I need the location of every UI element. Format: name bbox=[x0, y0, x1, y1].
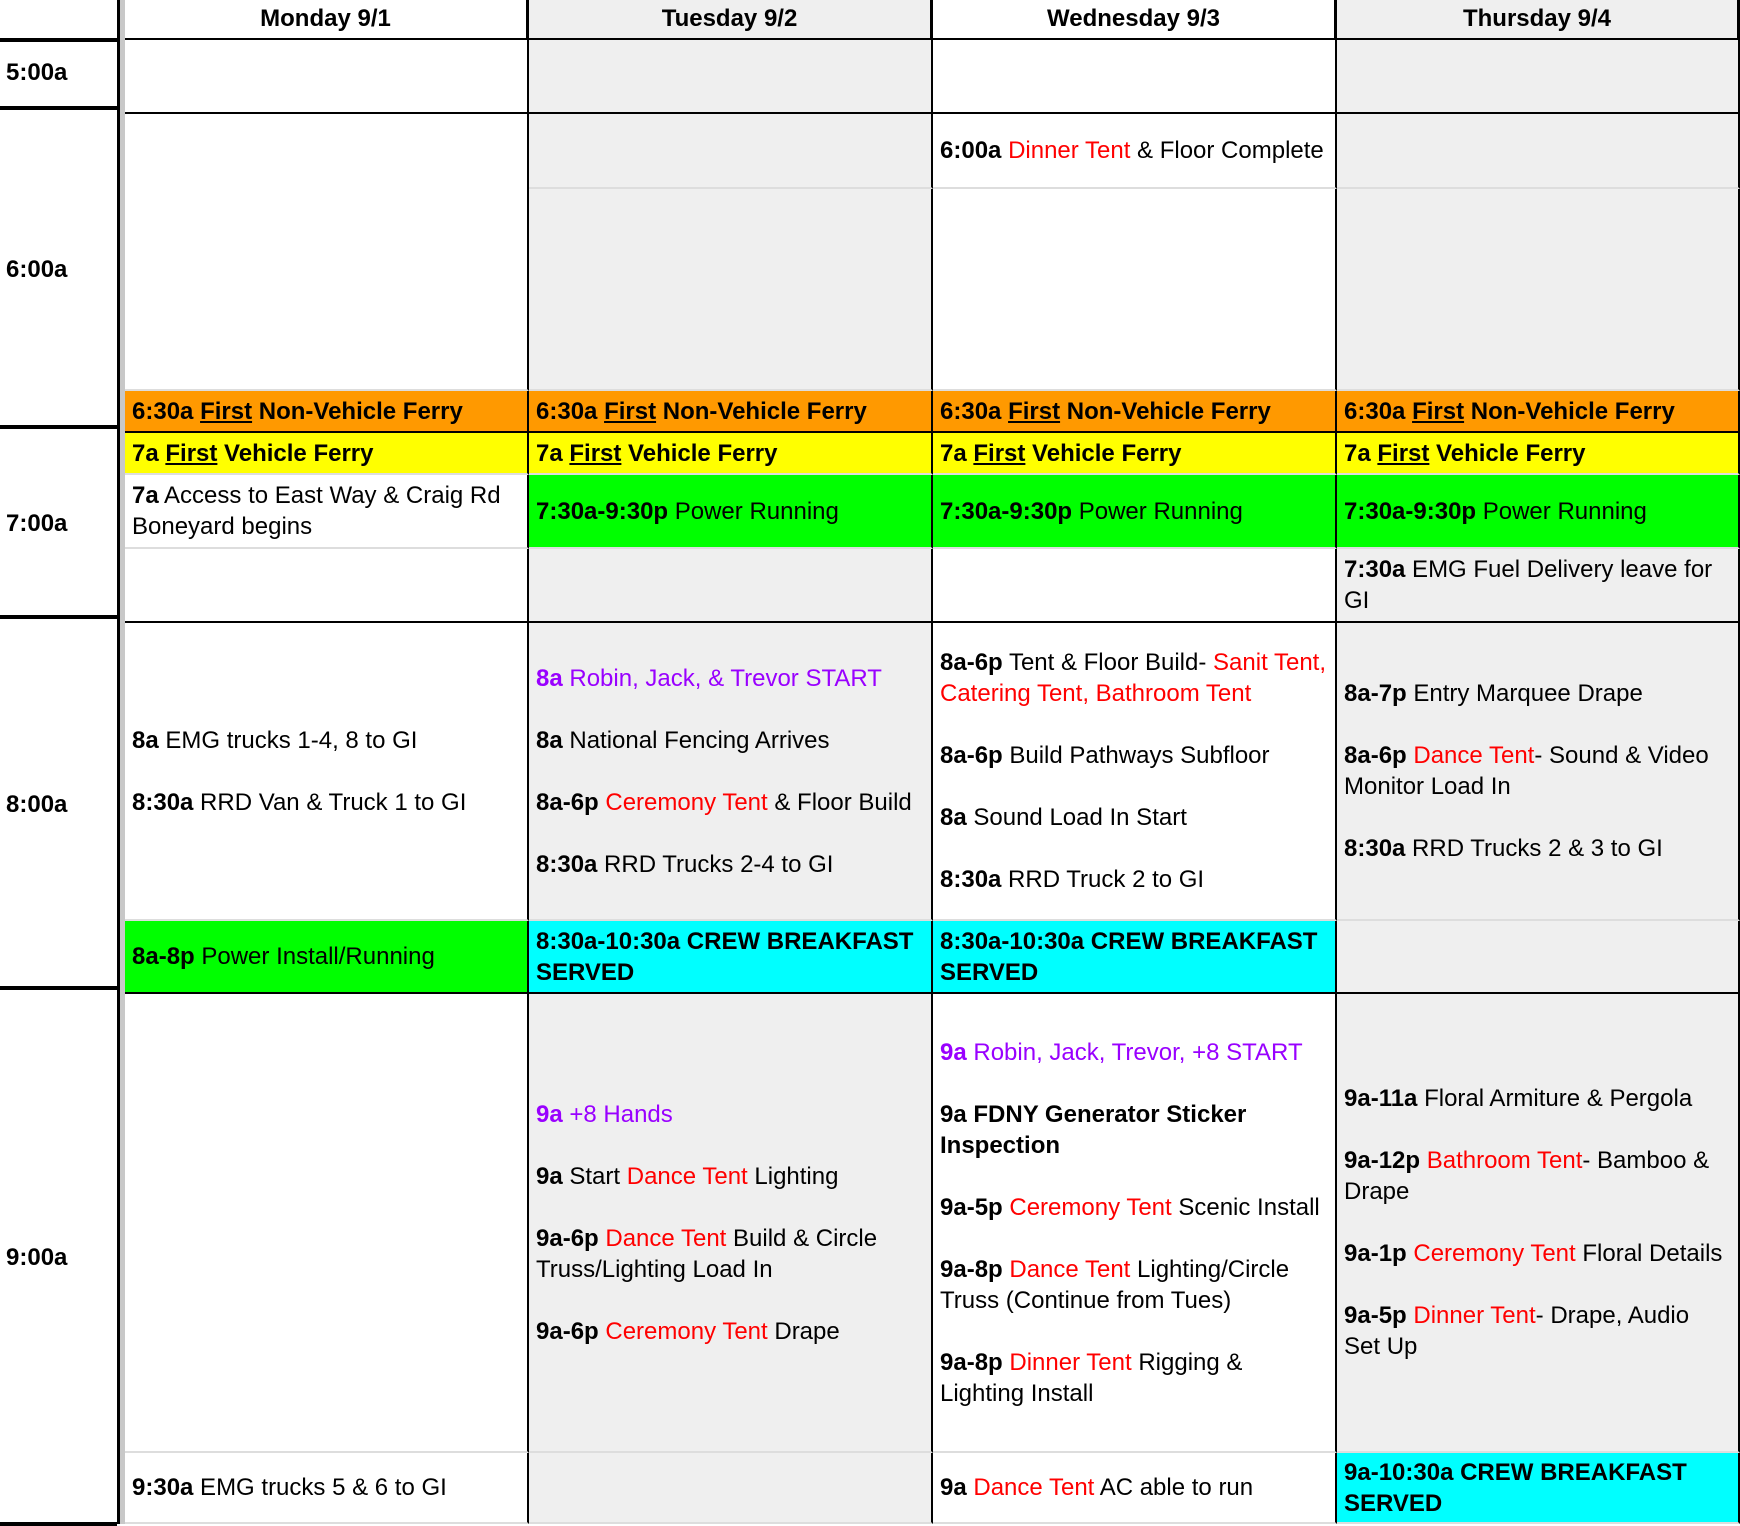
time-range: 8a-8p bbox=[132, 943, 195, 970]
schedule-entry bbox=[940, 1099, 1328, 1161]
schedule-entry bbox=[1344, 1145, 1731, 1207]
time-range: 7:30a-9:30p bbox=[940, 497, 1073, 525]
entry-text: Robin, Jack, & Trevor START bbox=[562, 664, 882, 692]
time-range: 9a-11a bbox=[1344, 1085, 1418, 1112]
entry-text: First bbox=[200, 397, 253, 425]
schedule-cell[interactable] bbox=[529, 189, 933, 391]
entry-text: National Fencing Arrives bbox=[562, 726, 830, 754]
time-range: 7a bbox=[940, 439, 974, 467]
entry-text: Floral Details bbox=[1575, 1240, 1723, 1267]
time-range: 7a bbox=[132, 482, 159, 509]
schedule-entry bbox=[536, 496, 924, 527]
time-range: 6:00a bbox=[940, 137, 1002, 164]
time-range: 9a bbox=[940, 1038, 967, 1066]
entry-text: Entry Marquee Drape bbox=[1406, 680, 1643, 707]
time-range: 8a-6p bbox=[1344, 742, 1407, 769]
schedule-entry bbox=[940, 740, 1328, 771]
entry-text: Lighting bbox=[747, 1162, 839, 1190]
venue-name: Dance Tent bbox=[973, 1474, 1095, 1501]
schedule-entry bbox=[940, 1472, 1328, 1503]
schedule-cell[interactable] bbox=[125, 549, 529, 623]
time-range: Vehicle Ferry bbox=[217, 439, 374, 467]
entry-text: Floral Armiture & Pergola bbox=[1417, 1085, 1693, 1112]
schedule-entry bbox=[1344, 1457, 1731, 1519]
entry-text: First bbox=[604, 397, 657, 425]
schedule-entry bbox=[1344, 396, 1731, 427]
schedule-cell[interactable] bbox=[125, 475, 529, 549]
schedule-entry bbox=[536, 849, 924, 880]
time-range: 9a-10:30a CREW BREAKFAST SERVED bbox=[1344, 1458, 1687, 1517]
venue-name: Dance Tent bbox=[1009, 1255, 1131, 1283]
time-range: 9a bbox=[536, 1100, 563, 1128]
time-range: Non-Vehicle Ferry bbox=[1464, 397, 1675, 425]
schedule-entry bbox=[132, 480, 520, 542]
entry-text: - Bamboo & Drape bbox=[1344, 1147, 1710, 1205]
time-range: 9a-1p bbox=[1344, 1240, 1407, 1267]
time-range: Non-Vehicle Ferry bbox=[1060, 397, 1271, 425]
entry-text: Build & Circle Truss/Lighting Load In bbox=[536, 1224, 878, 1283]
schedule-entry bbox=[1344, 833, 1731, 864]
entry-text: RRD Van & Truck 1 to GI bbox=[193, 788, 467, 816]
schedule-cell[interactable] bbox=[125, 114, 529, 391]
time-range: 7:30a bbox=[1344, 556, 1406, 583]
time-range: 9a-6p bbox=[536, 1224, 599, 1252]
time-range: 6:30a bbox=[536, 397, 605, 425]
schedule-entry bbox=[1344, 1300, 1731, 1362]
schedule-cell[interactable] bbox=[1337, 114, 1740, 189]
schedule-entry bbox=[536, 1099, 924, 1130]
schedule-cell[interactable] bbox=[529, 114, 933, 189]
schedule-entry bbox=[132, 725, 520, 756]
schedule-cell[interactable] bbox=[529, 994, 933, 1453]
time-range: 8a bbox=[132, 726, 159, 754]
schedule-entry bbox=[940, 647, 1328, 709]
day-header[interactable]: Tuesday 9/2 bbox=[529, 0, 933, 42]
entry-text: Robin, Jack, Trevor, +8 START bbox=[966, 1038, 1303, 1066]
entry-text: Lighting/Circle Truss (Continue from Tues) bbox=[940, 1255, 1290, 1314]
schedule-cell[interactable] bbox=[529, 391, 933, 433]
schedule-entry bbox=[940, 438, 1328, 469]
header-corner bbox=[0, 0, 117, 42]
time-range: 6:30a bbox=[1344, 397, 1413, 425]
schedule-cell[interactable] bbox=[933, 391, 1337, 433]
schedule-cell[interactable] bbox=[529, 921, 933, 994]
schedule-cell[interactable] bbox=[1337, 623, 1740, 921]
time-label: 7:00a bbox=[0, 433, 117, 619]
schedule-cell[interactable] bbox=[125, 994, 529, 1453]
entry-text: Sound Load In Start bbox=[966, 804, 1187, 831]
schedule-entry bbox=[940, 926, 1328, 988]
time-range: 8:30a bbox=[132, 788, 194, 816]
time-range: 9a-12p bbox=[1344, 1147, 1421, 1174]
time-range: 8a-6p bbox=[940, 649, 1003, 676]
schedule-cell[interactable] bbox=[125, 433, 529, 475]
schedule-cell[interactable] bbox=[125, 623, 529, 921]
time-range: Vehicle Ferry bbox=[621, 439, 778, 467]
time-range: 8:30a-10:30a CREW BREAKFAST SERVED bbox=[940, 927, 1318, 986]
schedule-entry bbox=[940, 1192, 1328, 1223]
schedule-entry bbox=[536, 1161, 924, 1192]
time-range: 9a-5p bbox=[1344, 1302, 1407, 1329]
time-range: Vehicle Ferry bbox=[1025, 439, 1182, 467]
entry-text: First bbox=[165, 439, 218, 467]
schedule-entry bbox=[132, 787, 520, 818]
entry-text: First bbox=[1377, 439, 1430, 467]
time-label: 9:00a bbox=[0, 994, 117, 1526]
schedule-entry bbox=[132, 941, 520, 972]
venue-name: Dinner Tent bbox=[1009, 1348, 1132, 1376]
time-range: 9a-8p bbox=[940, 1255, 1003, 1283]
schedule-entry bbox=[1344, 678, 1731, 709]
time-range: 9:30a bbox=[132, 1474, 194, 1501]
time-range: 8:30a bbox=[536, 850, 598, 878]
entry-text: First bbox=[1008, 397, 1061, 425]
schedule-cell[interactable] bbox=[529, 623, 933, 921]
schedule-cell[interactable] bbox=[1337, 549, 1740, 623]
entry-text: - Drape, Audio Set Up bbox=[1344, 1302, 1690, 1360]
time-range: 9a-8p bbox=[940, 1348, 1003, 1376]
venue-name: Dance Tent bbox=[1413, 742, 1535, 769]
time-range: 8a bbox=[940, 804, 967, 831]
schedule-entry bbox=[536, 787, 924, 818]
schedule-cell[interactable] bbox=[529, 433, 933, 475]
venue-name: Dinner Tent bbox=[1008, 137, 1131, 164]
schedule-cell[interactable] bbox=[1337, 475, 1740, 549]
schedule-cell[interactable] bbox=[933, 189, 1337, 391]
entry-text bbox=[1420, 1147, 1427, 1174]
time-range: 9a FDNY Generator Sticker Inspection bbox=[940, 1100, 1247, 1159]
schedule-entry bbox=[940, 1254, 1328, 1316]
time-range: 9a-5p bbox=[940, 1193, 1003, 1221]
day-header[interactable]: Thursday 9/4 bbox=[1337, 0, 1740, 42]
entry-text: Tent & Floor Build- bbox=[1002, 649, 1214, 676]
schedule-entry bbox=[940, 1037, 1328, 1068]
time-range: 8a bbox=[536, 664, 563, 692]
schedule-entry bbox=[1344, 1238, 1731, 1269]
frozen-column-divider[interactable] bbox=[117, 0, 125, 1524]
time-range: 6:30a bbox=[132, 397, 201, 425]
entry-text: First bbox=[1412, 397, 1465, 425]
schedule-cell[interactable] bbox=[933, 994, 1337, 1453]
entry-text: AC able to run bbox=[1094, 1474, 1254, 1501]
entry-text: & Floor Complete bbox=[1130, 137, 1324, 164]
schedule-cell[interactable] bbox=[933, 921, 1337, 994]
schedule-cell[interactable] bbox=[933, 475, 1337, 549]
time-range: 9a bbox=[536, 1162, 563, 1190]
schedule-cell[interactable] bbox=[933, 549, 1337, 623]
entry-text: RRD Trucks 2 & 3 to GI bbox=[1405, 835, 1663, 862]
time-range: 8a-7p bbox=[1344, 680, 1407, 707]
entry-text: Power Running bbox=[1476, 497, 1647, 525]
schedule-cell[interactable] bbox=[1337, 1453, 1740, 1524]
time-label: 5:00a bbox=[0, 40, 117, 110]
entry-text: Build Pathways Subfloor bbox=[1002, 742, 1270, 769]
schedule-entry bbox=[132, 396, 520, 427]
time-range: 8:30a bbox=[940, 866, 1002, 893]
venue-name: Bathroom Tent bbox=[1426, 1147, 1583, 1174]
day-header[interactable]: Monday 9/1 bbox=[125, 0, 529, 42]
schedule-cell[interactable] bbox=[529, 549, 933, 623]
schedule-entry bbox=[536, 396, 924, 427]
schedule-cell[interactable] bbox=[933, 433, 1337, 475]
schedule-cell[interactable] bbox=[1337, 391, 1740, 433]
venue-name: Ceremony Tent bbox=[605, 1317, 768, 1345]
time-range: Vehicle Ferry bbox=[1429, 439, 1586, 467]
schedule-entry bbox=[1344, 554, 1731, 616]
time-range: 9a-6p bbox=[536, 1317, 599, 1345]
schedule-cell[interactable] bbox=[1337, 189, 1740, 391]
day-header[interactable]: Wednesday 9/3 bbox=[933, 0, 1337, 42]
time-range: Non-Vehicle Ferry bbox=[656, 397, 867, 425]
entry-text: Access to East Way & Craig Rd Boneyard begins bbox=[132, 482, 501, 540]
schedule-cell[interactable] bbox=[125, 1453, 529, 1524]
schedule-entry bbox=[940, 802, 1328, 833]
entry-text: RRD Trucks 2-4 to GI bbox=[597, 850, 834, 878]
time-range: 8:30a-10:30a CREW BREAKFAST SERVED bbox=[536, 927, 914, 986]
time-range: 8a bbox=[536, 726, 563, 754]
schedule-cell[interactable] bbox=[529, 40, 933, 114]
schedule-entry bbox=[536, 725, 924, 756]
entry-text: First bbox=[973, 439, 1026, 467]
time-range: 7a bbox=[1344, 439, 1378, 467]
time-range: 7:30a-9:30p bbox=[1344, 497, 1477, 525]
schedule-entry bbox=[940, 1347, 1328, 1409]
entry-text: Scenic Install bbox=[1171, 1193, 1320, 1221]
entry-text: Power Running bbox=[1072, 497, 1243, 525]
venue-name: Dinner Tent bbox=[1413, 1302, 1536, 1329]
time-label: 6:00a bbox=[0, 114, 117, 429]
venue-name: Ceremony Tent bbox=[605, 788, 768, 816]
schedule-entry bbox=[940, 864, 1328, 895]
time-range: Non-Vehicle Ferry bbox=[252, 397, 463, 425]
entry-text: - Sound & Video Monitor Load In bbox=[1344, 742, 1709, 800]
schedule-entry bbox=[132, 438, 520, 469]
entry-text: Power Running bbox=[668, 497, 839, 525]
entry-text: Power Install/Running bbox=[194, 943, 435, 970]
time-range: 7:30a-9:30p bbox=[536, 497, 669, 525]
schedule-cell[interactable] bbox=[529, 1453, 933, 1524]
time-range: 7a bbox=[132, 439, 166, 467]
schedule-cell[interactable] bbox=[933, 623, 1337, 921]
entry-text: +8 Hands bbox=[562, 1100, 673, 1128]
schedule-entry bbox=[536, 926, 924, 988]
schedule-cell[interactable] bbox=[1337, 994, 1740, 1453]
schedule-entry bbox=[1344, 496, 1731, 527]
schedule-cell[interactable] bbox=[933, 114, 1337, 189]
entry-text: Drape bbox=[767, 1317, 840, 1345]
schedule-entry bbox=[132, 1472, 520, 1503]
entry-text: Start bbox=[562, 1162, 627, 1190]
venue-name: Sanit Tent, Catering Tent, Bathroom Tent bbox=[940, 649, 1326, 707]
schedule-entry bbox=[536, 438, 924, 469]
entry-text: EMG trucks 1-4, 8 to GI bbox=[158, 726, 418, 754]
entry-text: & Floor Build bbox=[767, 788, 912, 816]
time-range: 9a bbox=[940, 1474, 967, 1501]
schedule-cell[interactable] bbox=[1337, 40, 1740, 114]
venue-name: Ceremony Tent bbox=[1413, 1240, 1576, 1267]
schedule-cell[interactable] bbox=[1337, 433, 1740, 475]
entry-text: EMG Fuel Delivery leave for GI bbox=[1344, 556, 1713, 614]
time-range: 7a bbox=[536, 439, 570, 467]
venue-name: Dance Tent bbox=[626, 1162, 748, 1190]
schedule-cell[interactable] bbox=[125, 391, 529, 433]
schedule-entry bbox=[1344, 740, 1731, 802]
schedule-entry bbox=[1344, 1083, 1731, 1114]
schedule-entry bbox=[940, 496, 1328, 527]
schedule-entry bbox=[536, 663, 924, 694]
schedule-entry bbox=[1344, 438, 1731, 469]
entry-text: RRD Truck 2 to GI bbox=[1001, 866, 1205, 893]
venue-name: Dance Tent bbox=[605, 1224, 727, 1252]
entry-text: Rigging & Lighting Install bbox=[940, 1348, 1243, 1407]
schedule-cell[interactable] bbox=[933, 40, 1337, 114]
time-range: 8a-6p bbox=[940, 742, 1003, 769]
schedule-entry bbox=[940, 135, 1328, 166]
schedule-entry bbox=[536, 1316, 924, 1347]
schedule-entry bbox=[940, 396, 1328, 427]
schedule-cell[interactable] bbox=[125, 921, 529, 994]
schedule-cell[interactable] bbox=[125, 40, 529, 114]
time-range: 8:30a bbox=[1344, 835, 1406, 862]
time-label: 8:00a bbox=[0, 623, 117, 990]
time-range: 6:30a bbox=[940, 397, 1009, 425]
venue-name: Ceremony Tent bbox=[1009, 1193, 1172, 1221]
entry-text: EMG trucks 5 & 6 to GI bbox=[193, 1474, 447, 1501]
entry-text: First bbox=[569, 439, 622, 467]
schedule-entry bbox=[536, 1223, 924, 1285]
schedule-cell[interactable] bbox=[1337, 921, 1740, 994]
schedule-cell[interactable] bbox=[933, 1453, 1337, 1524]
schedule-cell[interactable] bbox=[529, 475, 933, 549]
time-range: 8a-6p bbox=[536, 788, 599, 816]
